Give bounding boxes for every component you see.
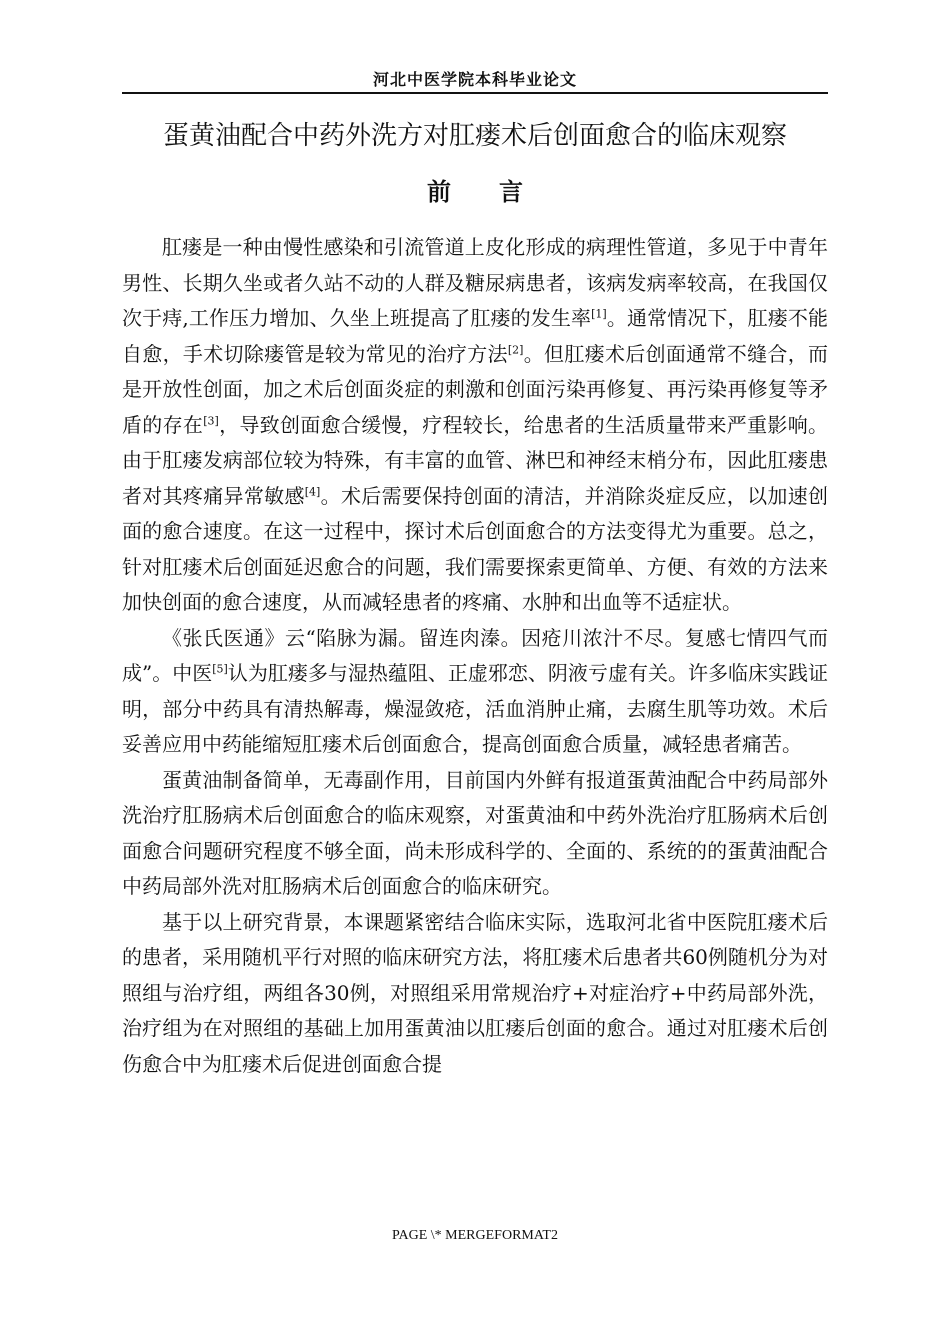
paragraph-text: 。通常情况下，肛瘘不能自愈，手术切除瘘管是较为常见的治疗方法 (122, 306, 829, 366)
document-title: 蛋黄油配合中药外洗方对肛瘘术后创面愈合的临床观察 (162, 121, 787, 151)
paragraph-3 (122, 763, 828, 905)
paragraph-text: 《张氏医通》云“陷脉为漏。留连肉溱。因疮川浓汁不尽。复感七情四气而成”。中医 (122, 625, 828, 685)
paragraph-text: 肛瘘是一种由慢性感染和引流管道上皮化形成的病理性管道，多见于中青年男性、长期久坐或者久站不动的人群及糖尿病患者，该病发病率较高，在我国仅次于痔,工作压力增加、久坐上班提高了肛瘘的发生率 (122, 235, 828, 330)
paragraph-text: ，导致创面愈合缓慢，疗程较长，给患者的生活质量带来严重影响。由于肛瘘发病部位较为特殊，有丰富的血管、淋巴和神经末梢分布，因此肛瘘患者对其疼痛异常敏感 (122, 412, 829, 508)
paragraph-text: 。术后需要保持创面的清洁，并消除炎症反应，以加速创面的愈合速度。在这一过程中，探讨术后创面愈合的方法变得尤为重要。总之，针对肛瘘术后创面延迟愈合的问题，我们需要探索更简单、方便、有效的方法来加快创面的愈合速度，从而减轻患者的疼痛、水肿和出血等不适症状。 (122, 483, 829, 614)
running-header: 河北中医学院本科毕业论文 (372, 70, 577, 89)
paragraph-text: 。但肛瘘术后创面通常不缝合，而是开放性创面，加之术后创面炎症的刺激和创面污染再修复、再污染再修复等矛盾的存在 (122, 341, 829, 437)
paragraph-4 (122, 905, 828, 1083)
citation-ref: [3] (203, 413, 219, 427)
paragraph-2 (122, 621, 828, 763)
citation-ref: [2] (507, 342, 524, 356)
section-heading: 前言 (427, 178, 571, 206)
page-footer: PAGE \* MERGEFORMAT2 (392, 1228, 558, 1243)
header-divider (122, 92, 828, 94)
paragraph-text: 蛋黄油制备简单，无毒副作用，目前国内外鲜有报道蛋黄油配合中药局部外洗治疗肛肠病术后创面愈合的临床观察，对蛋黄油和中药外洗治疗肛肠病术后创面愈合问题研究程度不够全面，尚未形成科学的、全面的、系统的的蛋黄油配合中药局部外洗对肛肠病术后创面愈合的临床研究。 (122, 767, 828, 898)
citation-ref: [1] (591, 307, 607, 321)
body-text (122, 230, 828, 1082)
paragraph-text: 认为肛瘘多与湿热蕴阻、正虚邪恋、阴液亏虚有关。许多临床实践证明，部分中药具有清热解毒，燥湿敛疮，活血消肿止痛，去腐生肌等功效。术后妥善应用中药能缩短肛瘘术后创面愈合，提高创面愈合质量，减轻患者痛苦。 (122, 661, 828, 756)
citation-ref: [5] (212, 662, 228, 676)
paragraph-text: 基于以上研究背景，本课题紧密结合临床实际，选取河北省中医院肛瘘术后的患者，采用随机平行对照的临床研究方法，将肛瘘术后患者共60例随机分为对照组与治疗组，两组各30例，对照组采用常规治疗+对症治疗+中药局部外洗，治疗组为在对照组的基础上加用蛋黄油以肛瘘后创面的愈合。通过对肛瘘术后创伤愈合中为肛瘘术后促进创面愈合提 (122, 909, 828, 1076)
paragraph-1 (122, 230, 828, 621)
citation-ref: [4] (304, 484, 321, 498)
